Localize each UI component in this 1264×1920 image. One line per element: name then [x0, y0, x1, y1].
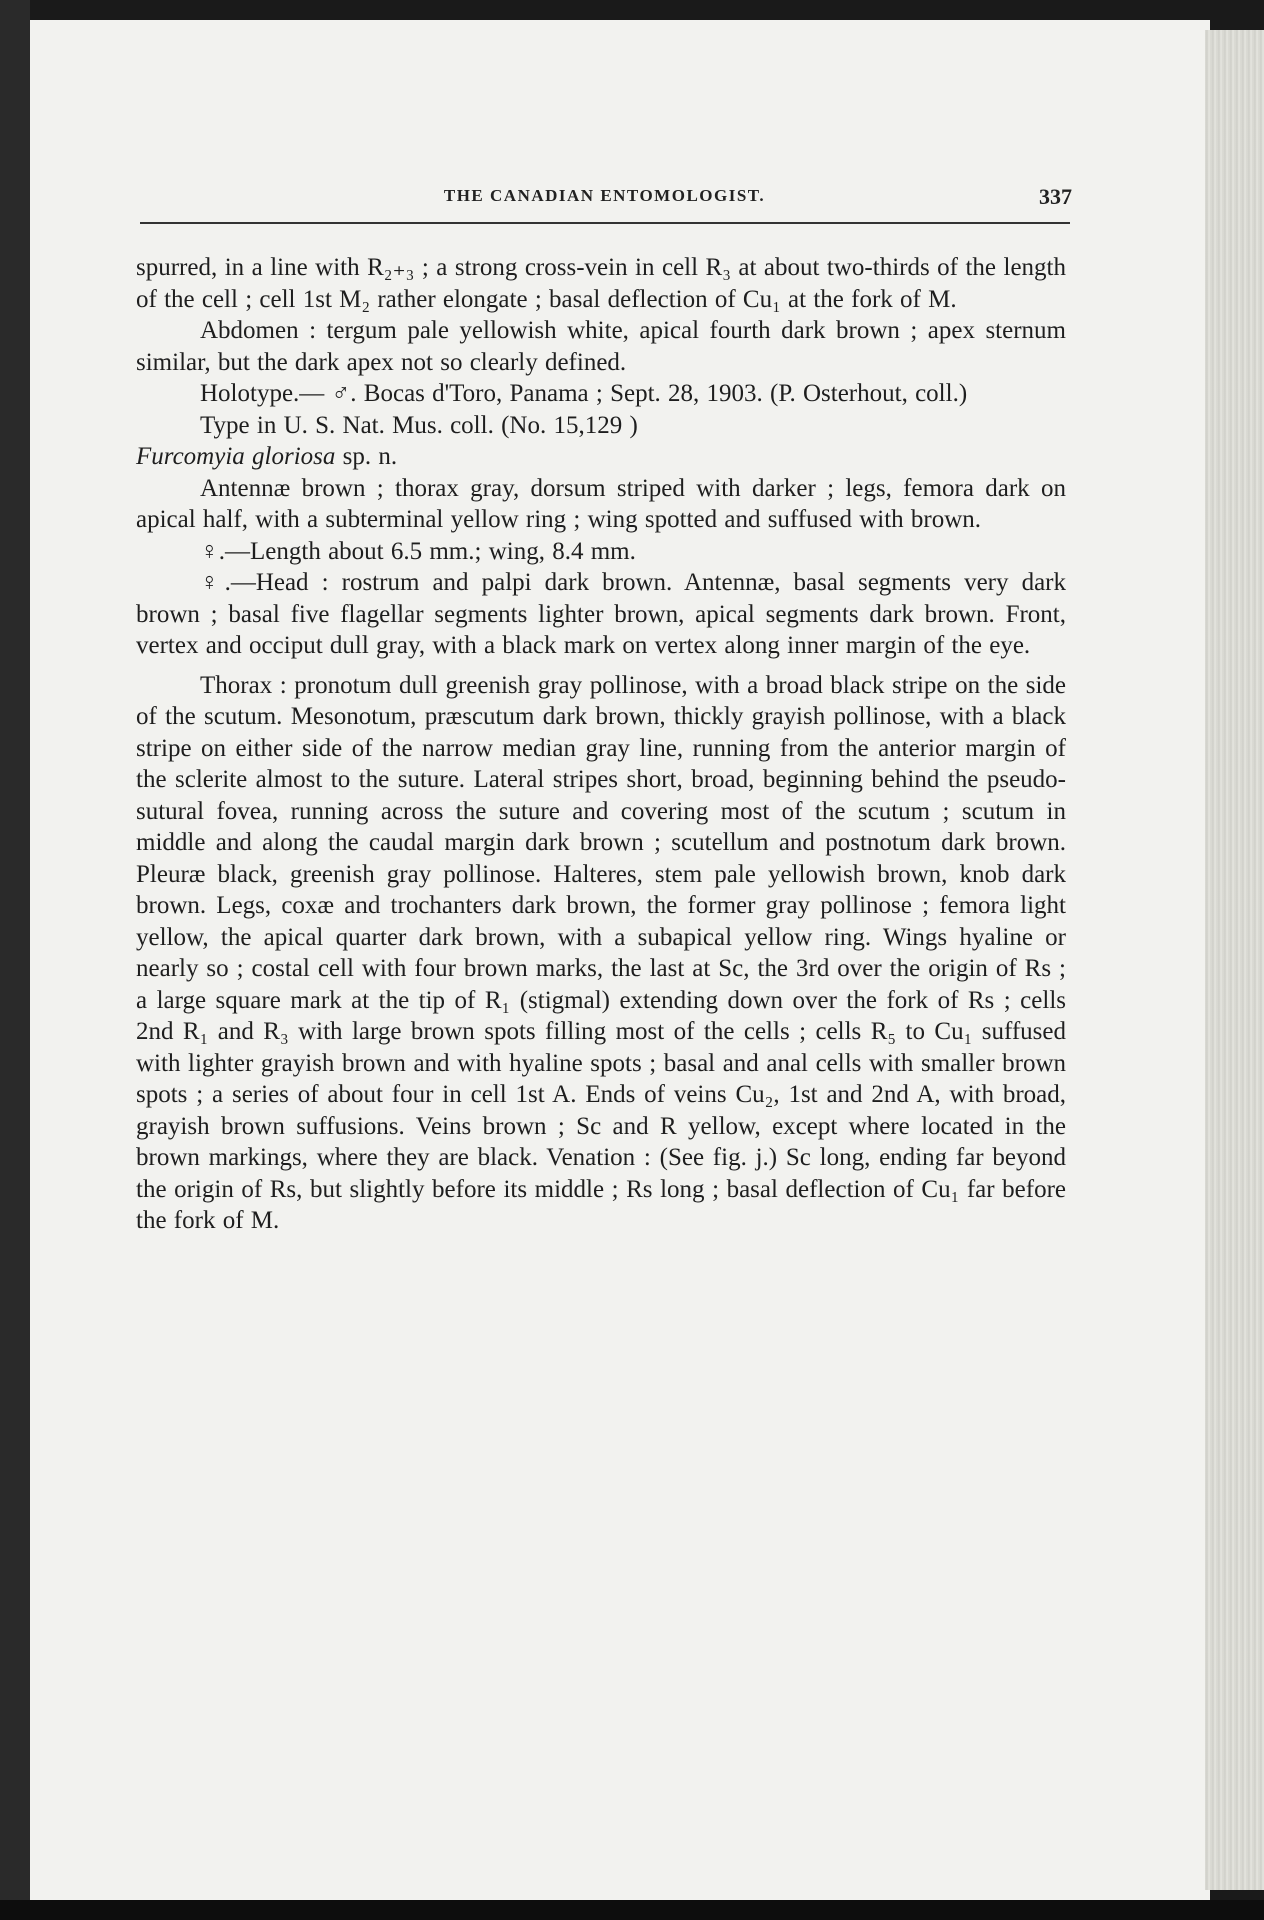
page-header: [137, 186, 1072, 214]
paragraph-type-location: Type in U. S. Nat. Mus. coll. (No. 15,129 ): [200, 411, 638, 439]
paragraph-diagnosis: Antennæ brown ; thorax gray, dorsum striped with darker ; legs, femora dark on apical half, with a subterminal yellow ring ; wing spotted and suffused with brown.: [136, 474, 1066, 533]
species-heading: [136, 441, 1066, 473]
running-title: THE CANADIAN ENTOMOLOGIST.: [443, 186, 766, 205]
scan-bottom-border: [0, 1900, 1264, 1920]
scan-left-border: [0, 0, 30, 1920]
paragraph-measurements: ♀.—Length about 6.5 mm.; wing, 8.4 mm.: [200, 537, 636, 565]
paragraph-holotype: Holotype.— ♂. Bocas d'Toro, Panama ; Sept. 28, 1903. (P. Osterhout, coll.): [200, 380, 968, 407]
species-suffix: sp. n.: [335, 443, 398, 470]
paragraph-head: ♀.—Head : rostrum and palpi dark brown. Antennæ, basal segments very dark brown ; basal five flagellar segments lighter brown, apical segments dark brown. Front, vertex and occiput dull gray, with a black mark on vertex along inner margin of the eye.: [136, 569, 1066, 659]
species-name: Furcomyia gloriosa: [136, 443, 336, 470]
paragraph-thorax: Thorax : pronotum dull greenish gray pollinose, with a broad black stripe on the side of the scutum. Mesonotum, præscutum dark brown, thickly grayish pollinose, with a black stripe on either side of the narrow median gray line, running from the anterior margin of the sclerite almost to the suture. Lateral stripes short, broad, beginning behind the pseudo-sutural fovea, running across the suture and covering most of the scutum ; scutum in middle and along the caudal margin dark brown ; scutellum and postnotum dark brown. Pleuræ black, greenish gray pollinose. Halteres, stem pale yellowish brown, knob dark brown. Legs, coxæ and trochanters dark brown, the former gray pollinose ; femora light yellow, the apical quarter dark brown, with a subapical yellow ring. Wings hyaline or nearly so ; costal cell with four brown marks, the last at Sc, the 3rd over the origin of Rs ; a large square mark at the tip of R₁ (stigmal) extending down over the fork of Rs ; cells 2nd R₁ and R₃ with large brown spots filling most of the cells ; cells R₅ to Cu₁ suffused with lighter grayish brown and with hyaline spots ; basal and anal cells with smaller brown spots ; a series of about four in cell 1st A. Ends of veins Cu₂, 1st and 2nd A, with broad, grayish brown suffusions. Veins brown ; Sc and R yellow, except where located in the brown markings, where they are black. Venation : (See fig. j.) Sc long, ending far beyond the origin of Rs, but slightly before its middle ; Rs long ; basal deflection of Cu₁ far before the fork of M.: [136, 671, 1066, 1234]
header-rule: [140, 222, 1070, 224]
paragraph-abdomen: Abdomen : tergum pale yellowish white, apical fourth dark brown ; apex sternum similar, but the dark apex not so clearly defined.: [136, 317, 1066, 376]
page-number: 337: [1039, 184, 1072, 209]
paragraph-venation-continued: spurred, in a line with R₂₊₃ ; a strong cross-vein in cell R₃ at about two-thirds of the length of the cell ; cell 1st M₂ rather elongate ; basal deflection of Cu₁ at the fork of M.: [136, 254, 1066, 313]
page-stack-edge: [1205, 30, 1264, 1890]
body-text: [136, 252, 1066, 1237]
